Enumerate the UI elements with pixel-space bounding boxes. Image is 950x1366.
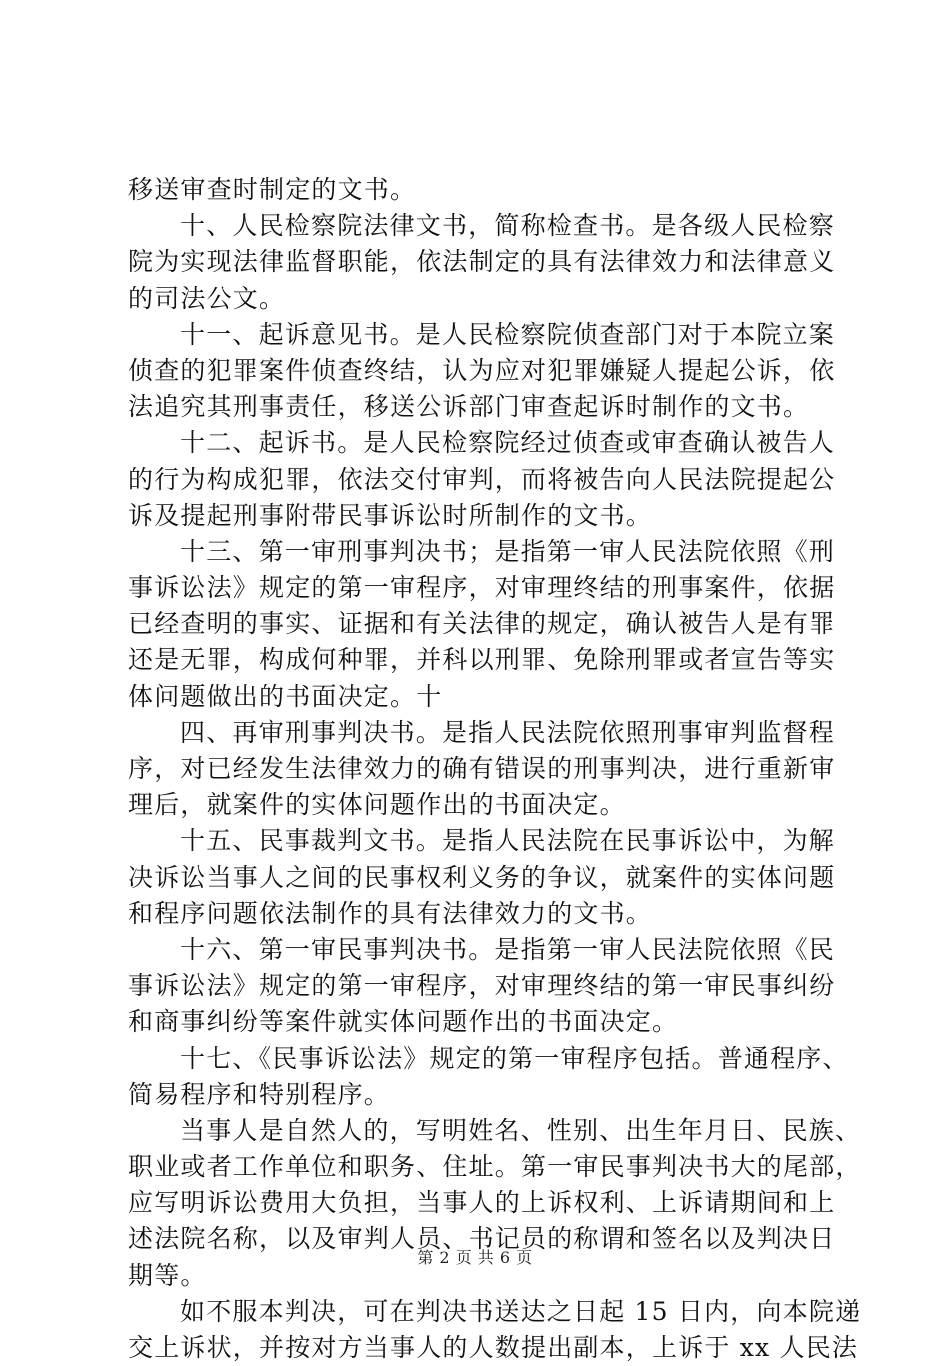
text-line: 事诉讼法》规定的第一审程序，对审理终结的刑事案件，依据 <box>128 573 836 603</box>
document-body <box>128 172 862 1366</box>
text-line: 还是无罪，构成何种罪，并科以刑罪、免除刑罪或者宣告等实 <box>128 645 836 675</box>
text-line: 序，对已经发生法律效力的确有错误的刑事判决，进行重新审 <box>128 754 836 783</box>
text-line: 和商事纠纷等案件就实体问题作出的书面决定。 <box>128 1007 679 1037</box>
text-line: 移送审查时制定的文书。 <box>128 175 417 204</box>
text-line: 事诉讼法》规定的第一审程序，对审理终结的第一审民事纠纷 <box>128 971 836 1001</box>
text-line: 当事人是自然人的，写明姓名、性别、出生年月日、民族、 <box>180 1115 862 1145</box>
text-line: 法追究其刑事责任，移送公诉部门审查起诉时制作的文书。 <box>128 392 810 422</box>
text-line: 述法院名称，以及审判人员、书记员的称谓和签名以及判决日 <box>128 1224 836 1254</box>
text-line: 十五、民事裁判文书。是指人民法院在民事诉讼中，为解 <box>180 826 836 856</box>
text-line: 十一、起诉意见书。是人民检察院侦查部门对于本院立案 <box>180 319 836 349</box>
text-line: 十七、《民事诉讼法》规定的第一审程序包括。普通程序、 <box>180 1043 849 1073</box>
text-line: 十二、起诉书。是人民检察院经过侦查或审查确认被告人 <box>180 428 836 458</box>
text-line: 如不服本判决，可在判决书送达之日起 15 日内，向本院递 <box>180 1296 862 1326</box>
text-line: 决诉讼当事人之间的民事权利义务的争议，就案件的实体问题 <box>128 862 836 892</box>
text-line: 体问题做出的书面决定。十 <box>128 681 443 711</box>
text-line: 的司法公文。 <box>128 283 286 313</box>
text-line: 和程序问题依法制作的具有法律效力的文书。 <box>128 898 653 928</box>
text-line: 诉及提起刑事附带民事诉讼时所制作的文书。 <box>128 500 653 530</box>
text-line: 院为实现法律监督职能，依法制定的具有法律效力和法律意义 <box>128 247 836 277</box>
text-line: 简易程序和特别程序。 <box>128 1079 391 1109</box>
text-line: 应写明诉讼费用大负担，当事人的上诉权利、上诉请期间和上 <box>128 1188 836 1218</box>
text-line: 十六、第一审民事判决书。是指第一审人民法院依照《民 <box>180 934 836 964</box>
text-line: 交上诉状，并按对方当事人的人数提出副本，上诉于 xx 人民法 <box>128 1333 859 1362</box>
text-line: 四、再审刑事判决书。是指人民法院依照刑事审判监督程 <box>180 717 836 747</box>
text-line: 已经查明的事实、证据和有关法律的规定，确认被告人是有罪 <box>128 609 836 639</box>
text-line: 期等。 <box>128 1260 207 1290</box>
text-line: 理后，就案件的实体问题作出的书面决定。 <box>128 790 626 820</box>
text-line: 十三、第一审刑事判决书；是指第一审人民法院依照《刑 <box>180 536 836 566</box>
text-line: 职业或者工作单位和职务、住址。第一审民事判决书大的尾部， <box>128 1152 862 1182</box>
text-line: 侦查的犯罪案件侦查终结，认为应对犯罪嫌疑人提起公诉，依 <box>128 355 836 385</box>
text-line: 十、人民检察院法律文书，简称检查书。是各级人民检察 <box>180 211 836 241</box>
page-footer: 第 2 页 共 6 页 <box>417 1248 533 1267</box>
text-line: 的行为构成犯罪，依法交付审判，而将被告向人民法院提起公 <box>128 464 836 494</box>
